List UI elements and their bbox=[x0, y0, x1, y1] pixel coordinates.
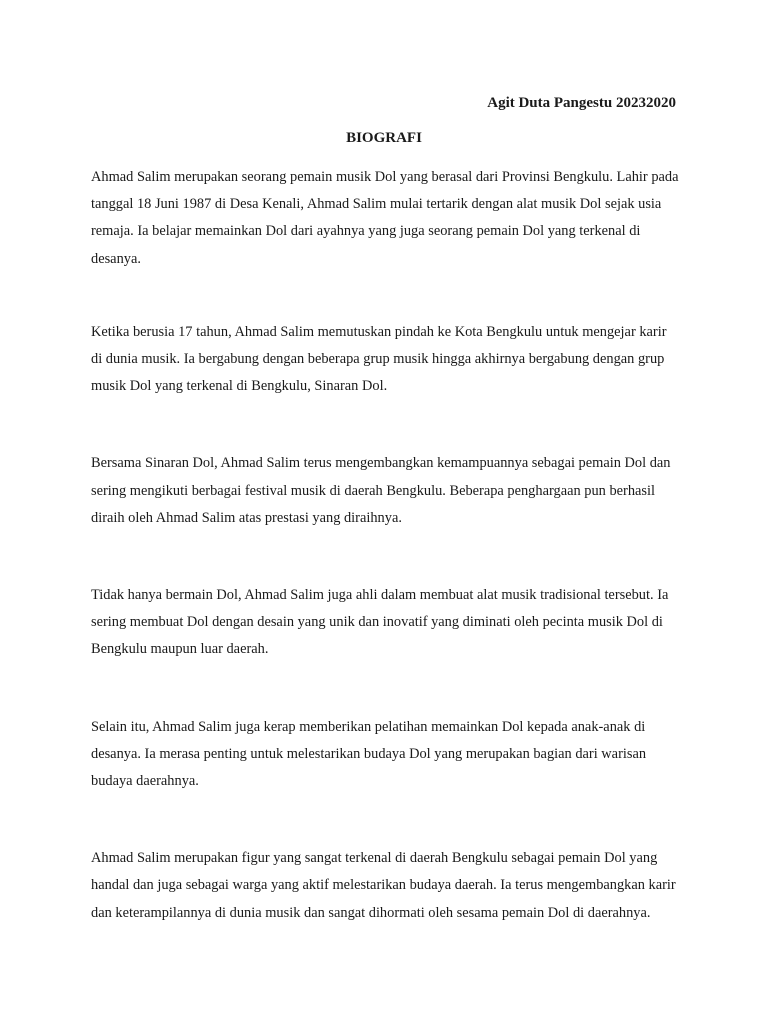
paragraph-5: Selain itu, Ahmad Salim juga kerap memberikan pelatihan memainkan Dol kepada anak-anak di desanya. Ia merasa penting untuk melestarikan budaya Dol yang merupakan bagian dari warisan budaya daerahnya. bbox=[91, 718, 647, 790]
document-title: BIOGRAFI bbox=[346, 130, 422, 146]
paragraph-6: Ahmad Salim merupakan figur yang sangat terkenal di daerah Bengkulu sebagai pemain Dol yang handal dan juga sebagai warga yang aktif melestarikan budaya daerah. Ia terus mengembangkan karir dan keterampilannya di dunia musik dan sangat dihormati oleh sesama pemain Dol di daerahnya. bbox=[91, 850, 676, 921]
paragraph-3: Bersama Sinaran Dol, Ahmad Salim terus mengembangkan kemampuannya sebagai pemain Dol dan sering mengikuti berbagai festival musik di daerah Bengkulu. Beberapa penghargaan pun berhasil diraih oleh Ahmad Salim atas prestasi yang diraihnya. bbox=[91, 455, 671, 526]
paragraph-2: Ketika berusia 17 tahun, Ahmad Salim memutuskan pindah ke Kota Bengkulu untuk mengejar karir di dunia musik. Ia bergabung dengan beberapa grup musik hingga akhirnya bergabung dengan grup musik Dol yang terkenal di Bengkulu, Sinaran Dol. bbox=[91, 323, 667, 395]
document-body bbox=[91, 164, 681, 977]
paragraph-1: Ahmad Salim merupakan seorang pemain musik Dol yang berasal dari Provinsi Bengkulu. Lahir pada tanggal 18 Juni 1987 di Desa Kenali, Ahmad Salim mulai tertarik dengan alat musik Dol sejak usia remaja. Ia belajar memainkan Dol dari ayahnya yang juga seorang pemain Dol yang terkenal di desanya. bbox=[91, 169, 679, 267]
author-line: Agit Duta Pangestu 20232020 bbox=[487, 95, 676, 111]
paragraph-4: Tidak hanya bermain Dol, Ahmad Salim juga ahli dalam membuat alat musik tradisional tersebut. Ia sering membuat Dol dengan desain yang unik dan inovatif yang diminati oleh pecinta musik Dol di Bengkulu maupun luar daerah. bbox=[91, 587, 669, 658]
